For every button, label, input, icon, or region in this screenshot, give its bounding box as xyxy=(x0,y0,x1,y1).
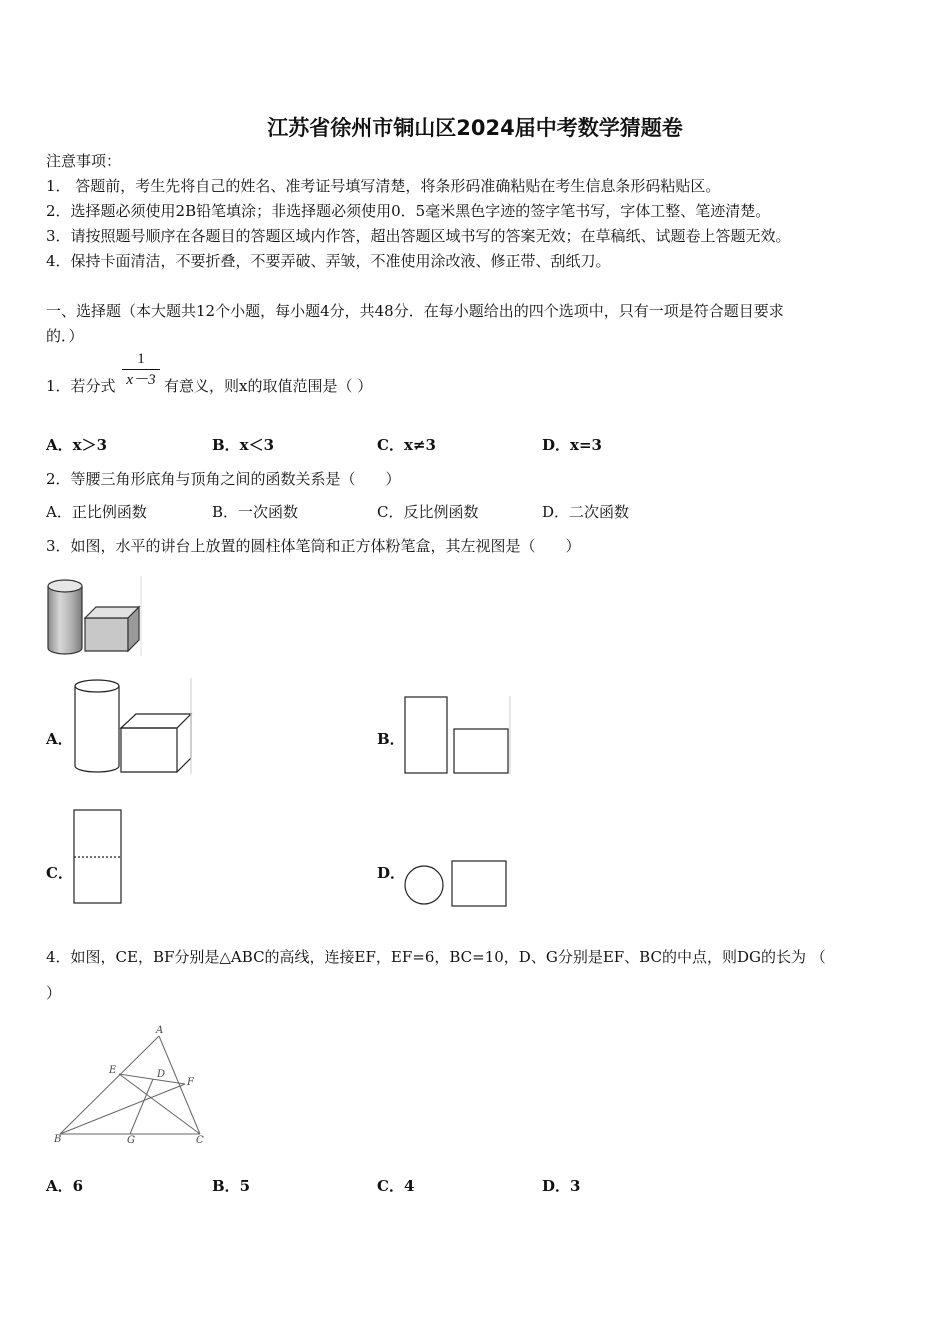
cylinder-shape xyxy=(48,580,82,654)
section-heading-line1: 一、选择题（本大题共12个小题，每小题4分，共48分．在每小题给出的四个选项中，只有一项是符合题目要求 xyxy=(46,302,784,320)
label-e: E xyxy=(109,1065,117,1076)
q4-option-b[interactable]: B．5 xyxy=(212,1177,251,1195)
q4-option-c[interactable]: C．4 xyxy=(377,1177,415,1195)
notice-item-2: 2．选择题必须使用2B铅笔填涂；非选择题必须使用0．5毫米黑色字迹的签字笔书写，字体工整、笔迹清楚。 xyxy=(46,202,771,220)
fraction-denominator: x－3 xyxy=(126,372,156,388)
label-b: B xyxy=(54,1134,62,1145)
q1-fraction xyxy=(122,349,160,390)
q3-option-d[interactable]: D． xyxy=(377,864,406,882)
q3-option-b[interactable]: B． xyxy=(377,730,405,748)
notice-item-3: 3．请按照题号顺序在各题目的答题区域内作答，超出答题区域书写的答案无效；在草稿纸、试题卷上答题无效。 xyxy=(46,227,791,245)
q2-option-c[interactable]: C．反比例函数 xyxy=(377,503,479,521)
notice-item-1: 1． 答题前，考生先将自己的姓名、准考证号填写清楚，将条形码准确粘贴在考生信息条形码粘贴区。 xyxy=(46,177,721,195)
q2-option-a[interactable]: A．正比例函数 xyxy=(46,503,147,521)
q1-option-d[interactable]: D．x=3 xyxy=(542,436,602,454)
section-heading-line2: 的．） xyxy=(46,327,84,345)
label-d: D xyxy=(157,1069,166,1080)
q1-prefix: 1．若分式 xyxy=(46,377,116,395)
q3-option-c-figure[interactable] xyxy=(72,808,126,906)
q3-figure xyxy=(44,576,144,660)
q4-option-d[interactable]: D．3 xyxy=(542,1177,581,1195)
q1-option-b[interactable]: B．x＜3 xyxy=(212,436,275,454)
cube-shape xyxy=(85,607,139,651)
q4-triangle-figure xyxy=(52,1024,212,1148)
q1-option-a[interactable]: A．x＞3 xyxy=(46,436,108,454)
page-title: 江苏省徐州市铜山区2024届中考数学猜题卷 xyxy=(267,116,683,140)
label-f: F xyxy=(187,1077,194,1088)
label-g: G xyxy=(127,1135,135,1146)
q1-option-c[interactable]: C．x≠3 xyxy=(377,436,436,454)
label-c: C xyxy=(196,1135,204,1146)
label-a: A xyxy=(156,1025,164,1036)
q2-option-d[interactable]: D．二次函数 xyxy=(542,503,630,521)
q2-option-b[interactable]: B．一次函数 xyxy=(212,503,299,521)
q4-option-a[interactable]: A．6 xyxy=(46,1177,84,1195)
q2-text: 2．等腰三角形底角与顶角之间的函数关系是（ ） xyxy=(46,470,401,488)
q3-option-b-figure[interactable] xyxy=(402,694,512,776)
q4-text-line2: ） xyxy=(46,984,62,1002)
q3-option-c[interactable]: C． xyxy=(46,864,73,882)
notice-heading: 注意事项： xyxy=(46,152,122,170)
q1-suffix: 有意义，则x的取值范围是（ ） xyxy=(164,377,373,395)
q3-text: 3．如图，水平的讲台上放置的圆柱体笔筒和正方体粉笔盒，其左视图是（ ） xyxy=(46,537,581,555)
q3-option-d-figure[interactable] xyxy=(402,858,510,910)
q3-option-a-figure[interactable] xyxy=(72,676,194,776)
notice-item-4: 4．保持卡面清洁，不要折叠，不要弄破、弄皱，不准使用涂改液、修正带、刮纸刀。 xyxy=(46,252,611,270)
fraction-numerator: 1 xyxy=(137,351,145,367)
q4-text-line1: 4．如图，CE，BF分别是△ABC的高线，连接EF，EF=6，BC=10，D、G分别是EF、BC的中点，则DG的长为 （ xyxy=(46,948,826,966)
q3-option-a[interactable]: A． xyxy=(46,730,73,748)
